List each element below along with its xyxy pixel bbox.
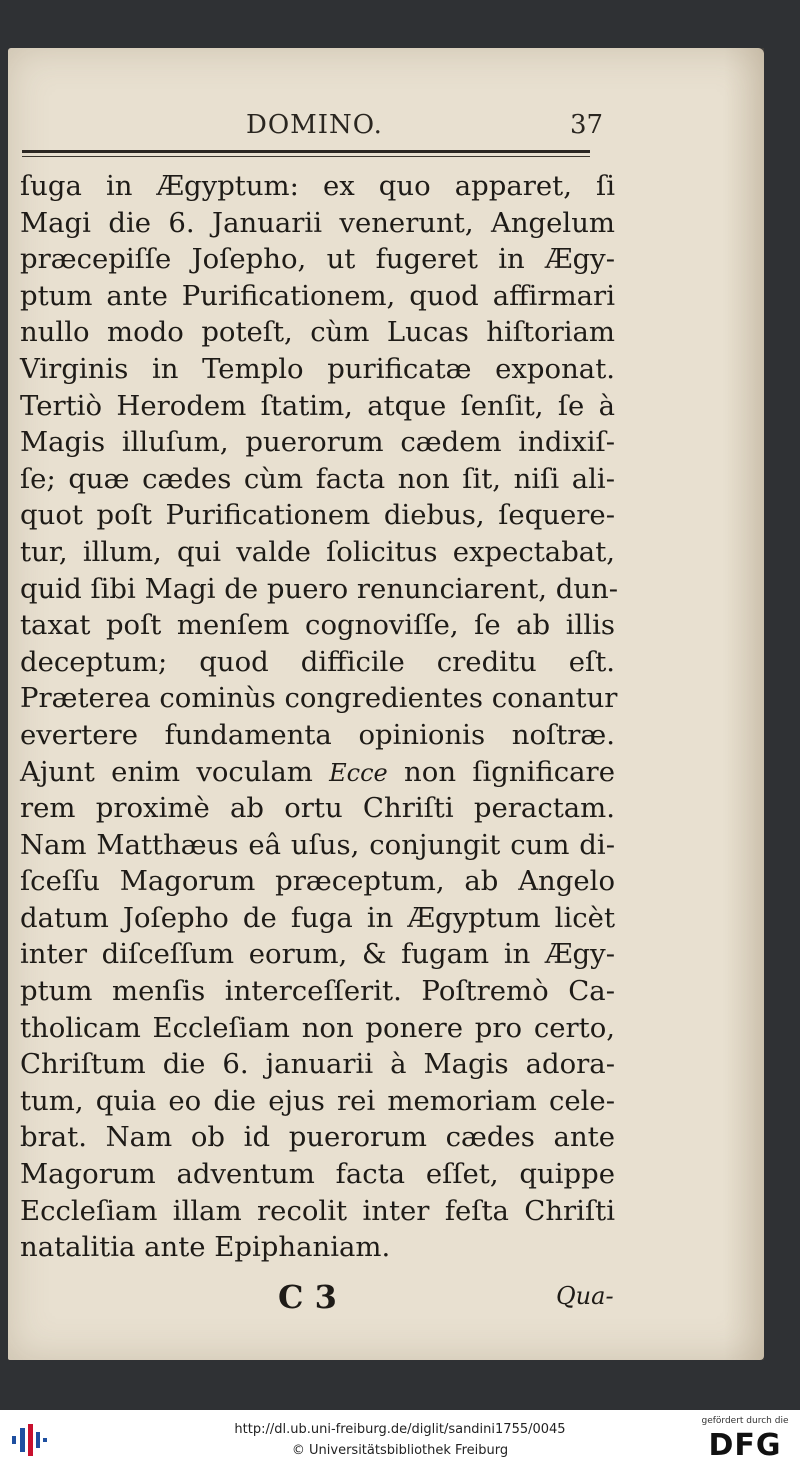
head-rule xyxy=(22,150,590,153)
page-edge-shadow xyxy=(724,48,764,1360)
text-line: rem proximè ab ortu Chriſti peractam. xyxy=(20,792,615,825)
copyright-notice: © Universitätsbibliothek Freiburg xyxy=(291,1443,509,1458)
text-line: deceptum; quod difficile creditu eſt. xyxy=(20,645,615,678)
text-line: evertere fundamenta opinionis noſtræ. xyxy=(20,718,615,751)
text-line: Virginis in Templo purificatæ exponat. xyxy=(20,352,615,385)
book-page xyxy=(8,48,764,1360)
text-line: natalitia ante Epiphaniam. xyxy=(20,1231,391,1264)
dfg-logo: DFG xyxy=(708,1428,782,1463)
signature-mark: C 3 xyxy=(278,1278,337,1316)
text-line: brat. Nam ob id puerorum cædes ante xyxy=(20,1121,615,1154)
text-line-ecce xyxy=(20,754,615,791)
text-line: datum Joſepho de fuga in Ægyptum licèt xyxy=(20,901,615,934)
text-line: Eccleſiam illam recolit inter feſta Chriſti xyxy=(20,1194,615,1227)
viewer-footer xyxy=(0,1410,800,1467)
text-line: ptum menſis interceſſerit. Poſtremò Ca- xyxy=(20,975,615,1008)
head-rule-thin xyxy=(22,156,590,157)
text-segment: Ajunt enim voculam xyxy=(20,755,313,788)
text-line: Chriſtum die 6. januarii à Magis adora- xyxy=(20,1048,615,1081)
text-segment: non ſignificare xyxy=(404,755,615,788)
text-line: ſe; quæ cædes cùm facta non ſit, niſi ali- xyxy=(20,462,615,495)
text-line: inter diſceſſum eorum, & fugam in Ægy- xyxy=(20,938,615,971)
text-line: Præterea cominùs congredientes conantur xyxy=(20,682,618,715)
text-line: tholicam Eccleſiam non ponere pro certo, xyxy=(20,1011,615,1044)
text-line: ptum ante Purificationem, quod affirmari xyxy=(20,279,615,312)
text-line: præcepiſſe Joſepho, ut fugeret in Ægy- xyxy=(20,243,615,276)
text-line: tum, quia eo die ejus rei memoriam cele- xyxy=(20,1084,615,1117)
text-line: Magi die 6. Januarii venerunt, Angelum xyxy=(20,206,615,239)
text-line: ſuga in Ægyptum: ex quo apparet, ſi xyxy=(20,170,615,202)
page-number: 37 xyxy=(570,110,604,140)
catchword: Qua- xyxy=(556,1282,614,1310)
body-text xyxy=(20,168,619,1266)
text-line: Tertiò Herodem ſtatim, atque ſenſit, ſe à xyxy=(20,389,615,422)
text-line: ſceſſu Magorum præceptum, ab Angelo xyxy=(20,865,615,898)
text-line: tur, illum, qui valde ſolicitus expectabat, xyxy=(20,535,615,568)
text-line: taxat poſt menſem cognoviſſe, ſe ab illis xyxy=(20,609,615,642)
text-line: quid ſibi Magi de puero renunciarent, dun- xyxy=(20,572,619,605)
text-line: Nam Matthæus eâ uſus, conjungit cum di- xyxy=(20,828,615,861)
text-line: quot poſt Purificationem diebus, ſequere- xyxy=(20,499,615,532)
text-line: Magorum adventum facta eſſet, quippe xyxy=(20,1158,615,1191)
text-line: nullo modo poteſt, cùm Lucas hiſtoriam xyxy=(20,316,615,349)
text-line: Magis illuſum, puerorum cædem indixiſ- xyxy=(20,426,615,459)
funding-note: gefördert durch die xyxy=(701,1416,789,1426)
permalink-url[interactable]: http://dl.ub.uni-freiburg.de/diglit/sandini1755/0045 xyxy=(234,1422,566,1437)
italic-word: Ecce xyxy=(329,758,388,787)
running-head-title: DOMINO. xyxy=(246,110,383,140)
